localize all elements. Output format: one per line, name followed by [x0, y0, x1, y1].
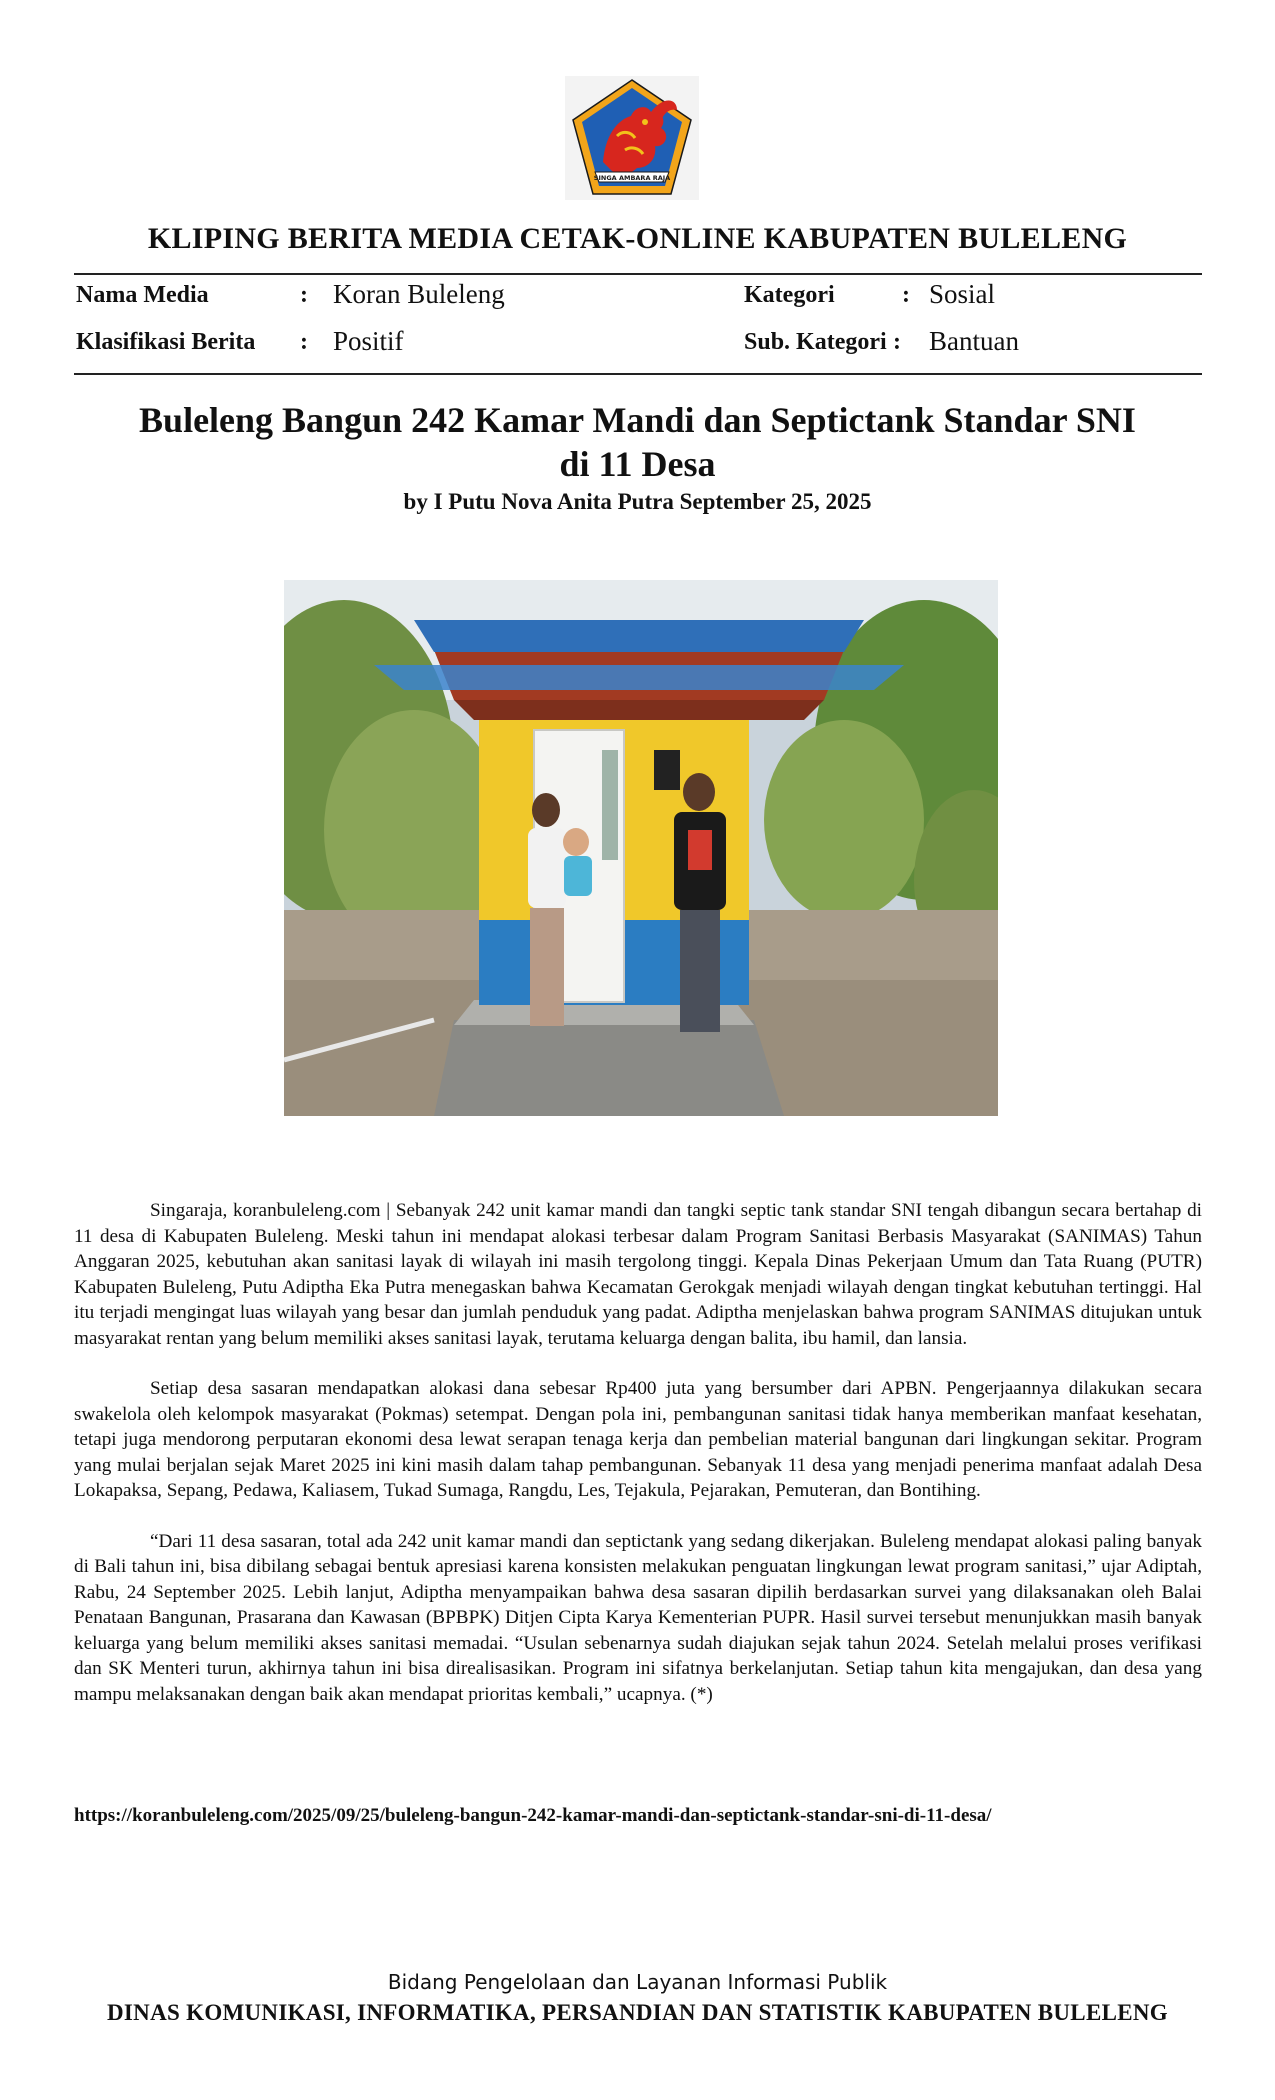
- article-paragraph: Singaraja, koranbuleleng.com | Sebanyak 242 unit kamar mandi dan tangki septic tank standar SNI tengah dibangun secara bertahap di 11 desa di Kabupaten Buleleng. Meski tahun ini mendapat alokasi terbesar dalam Program Sanitasi Berbasis Masyarakat (SANIMAS) Tahun Anggaran 2025, kebutuhan akan sanitasi layak di wilayah ini masih tergolong tinggi. Kepala Dinas Pekerjaan Umum dan Tata Ruang (PUTR) Kabupaten Buleleng, Putu Adiptha Eka Putra menegaskan bahwa Kecamatan Gerokgak menjadi wilayah dengan tingkat kebutuhan tertinggi. Hal itu terjadi mengingat luas wilayah yang besar dan jumlah penduduk yang padat. Adiptha menjelaskan bahwa program SANIMAS ditujukan untuk masyarakat rentan yang belum memiliki akses sanitasi layak, terutama keluarga dengan balita, ibu hamil, dan lansia.: [74, 1200, 1202, 1349]
- meta-separator: :: [300, 282, 308, 308]
- meta-subkategori-value: Bantuan: [929, 326, 1019, 356]
- meta-media-label: Nama Media: [76, 282, 209, 308]
- buleleng-emblem-logo: [565, 76, 699, 200]
- article-paragraph: “Dari 11 desa sasaran, total ada 242 unit kamar mandi dan septictank yang sedang dikerjakan. Buleleng mendapat alokasi paling banyak di Bali tahun ini, bisa dibilang sebagai bentuk apresiasi karena konsisten melakukan penguatan lingkungan lewat program sanitasi,” ujar Adiptah, Rabu, 24 September 2025. Lebih lanjut, Adiptha menyampaikan bahwa desa sasaran dipilih berdasarkan survei yang dilaksanakan oleh Balai Penataan Bangunan, Prasarana dan Kawasan (BPBPK) Ditjen Cipta Karya Kementerian PUPR. Hasil survei tersebut menunjukkan masih banyak keluarga yang belum memiliki akses sanitasi memadai. “Usulan sebenarnya sudah diajukan sejak tahun 2024. Setelah melalui proses verifikasi dan SK Menteri turun, akhirnya tahun ini bisa direalisasikan. Program ini sifatnya berkelanjutan. Setiap tahun kita mengajukan, dan desa yang mampu melaksanakan dengan baik akan mendapat prioritas kembali,” ucapnya. (*): [74, 1530, 1202, 1705]
- meta-kategori-label: Kategori: [744, 282, 835, 308]
- meta-klasifikasi-label: Klasifikasi Berita: [76, 329, 256, 355]
- meta-separator: :: [300, 329, 308, 355]
- article-paragraph: Setiap desa sasaran mendapatkan alokasi dana sebesar Rp400 juta yang bersumber dari APBN. Pengerjaannya dilakukan secara swakelola oleh kelompok masyarakat (Pokmas) setempat. Dengan pola ini, pembangunan sanitasi tidak hanya memberikan manfaat kesehatan, tetapi juga mendorong perputaran ekonomi desa lewat serapan tenaga kerja dan pembelian material bangunan dari lingkungan sekitar. Program yang mulai berjalan sejak Maret 2025 ini kini masih dalam tahap pembangunan. Sebanyak 11 desa yang menjadi penerima manfaat adalah Desa Lokapaksa, Sepang, Pedawa, Kaliasem, Tukad Sumaga, Rangdu, Les, Tejakula, Pejarakan, Pemuteran, dan Bontihing.: [74, 1378, 1202, 1501]
- meta-subkategori-label: Sub. Kategori :: [744, 329, 901, 355]
- meta-media-value: Koran Buleleng: [333, 279, 505, 309]
- source-url: https://koranbuleleng.com/2025/09/25/buleleng-bangun-242-kamar-mandi-dan-septictank-standar-sni-di-11-desa/: [74, 1805, 992, 1826]
- article-byline: by I Putu Nova Anita Putra September 25, 2025: [403, 489, 872, 514]
- meta-klasifikasi-value: Positif: [333, 326, 404, 356]
- meta-kategori-value: Sosial: [929, 279, 996, 309]
- article-headline: Buleleng Bangun 242 Kamar Mandi dan Septictank Standar SNI di 11 Desa: [139, 400, 1136, 484]
- top-divider: [74, 273, 1202, 275]
- footer-department: Bidang Pengelolaan dan Layanan Informasi Publik: [387, 1970, 888, 1994]
- kliping-title: KLIPING BERITA MEDIA CETAK-ONLINE KABUPATEN BULELENG: [147, 222, 1128, 255]
- footer-agency: DINAS KOMUNIKASI, INFORMATIKA, PERSANDIAN DAN STATISTIK KABUPATEN BULELENG: [107, 2000, 1168, 2025]
- emblem-icon: [565, 76, 699, 200]
- article-body: [74, 1198, 1202, 1732]
- meta-separator: :: [902, 282, 910, 308]
- bottom-divider: [74, 373, 1202, 375]
- emblem-motto: SINGA AMBARA RAJA: [593, 174, 671, 182]
- article-photo: [284, 580, 998, 1116]
